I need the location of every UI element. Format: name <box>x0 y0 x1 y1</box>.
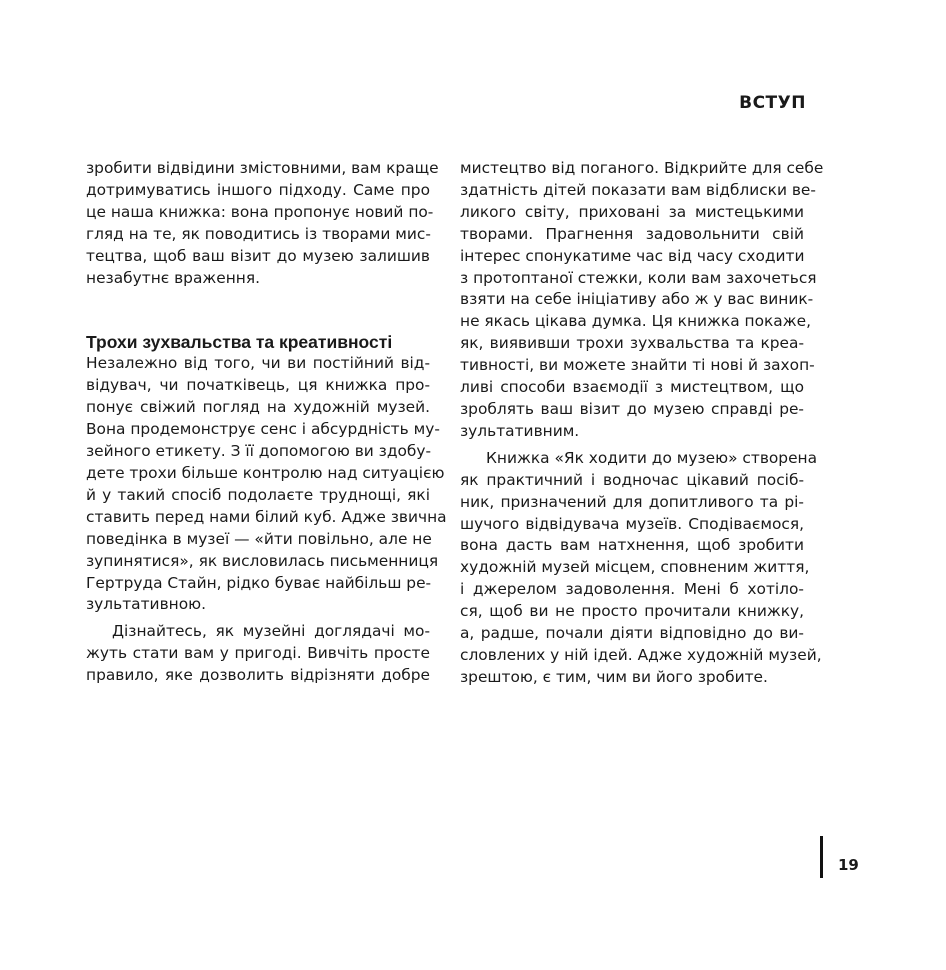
text-line: ливі способи взаємодії з мистецтвом, що <box>460 378 804 397</box>
text-line: поведінка в музеї — «йти повільно, але не <box>86 529 432 548</box>
paragraph <box>86 353 447 616</box>
text-line: зробити відвідини змістовними, вам краще <box>86 159 439 177</box>
text-line: зроблять ваш візит до музею справді ре- <box>460 399 804 418</box>
text-line: жуть стати вам у пригоді. Вивчіть просте <box>86 644 430 663</box>
section-heading: Трохи зухвальства та креативності <box>86 332 393 353</box>
paragraph <box>460 158 824 443</box>
text-line: ся, щоб ви не просто прочитали книжку, <box>460 602 804 621</box>
text-line: й у такий спосіб подолаєте труднощі, які <box>86 485 430 504</box>
text-line: Книжка «Як ходити до музею» створена <box>486 448 818 467</box>
text-line: з протоптаної стежки, коли вам захочеться <box>460 268 817 287</box>
text-line: художній музей місцем, сповненим життя, <box>460 558 810 577</box>
text-line: ник, призначений для допитливого та рі- <box>460 492 804 511</box>
text-line: зрештою, є тим, чим ви його зробите. <box>460 667 768 686</box>
text-line: дотримуватись іншого підходу. Саме про <box>86 180 430 199</box>
text-line: зупинятися», як висловилась письменниця <box>86 551 439 570</box>
paragraph-intro-continued <box>86 158 439 289</box>
text-line: не якась цікава думка. Ця книжка покаже, <box>460 312 811 331</box>
text-line: тивності, ви можете знайти ті нові й захоп- <box>460 356 815 375</box>
text-line: як, виявивши трохи зухвальства та креа- <box>460 334 804 353</box>
running-header: ВСТУП <box>739 93 806 113</box>
text-line: взяти на себе ініціативу або ж у вас виник- <box>460 290 814 309</box>
text-line: здатність дітей показати вам відблиски ве- <box>460 180 816 199</box>
text-line: ликого світу, приховані за мистецькими <box>460 202 804 221</box>
text-line: ставить перед нами білий куб. Адже звична <box>86 507 447 526</box>
text-line: зультативним. <box>460 421 580 440</box>
text-line: шучого відвідувача музеїв. Сподіваємося, <box>460 514 804 533</box>
text-line: творами. Прагнення задовольнити свій <box>460 224 804 243</box>
text-line: і джерелом задоволення. Мені б хотіло- <box>460 580 804 599</box>
left-column <box>86 158 447 687</box>
text-line: понує свіжий погляд на художній музей. <box>86 398 430 417</box>
text-line: відувач, чи початківець, ця книжка про- <box>86 376 430 395</box>
text-line: Гертруда Стайн, рідко буває найбільш ре- <box>86 573 432 592</box>
text-line: словлених у ній ідей. Адже художній музей, <box>460 645 822 664</box>
text-line: дете трохи більше контролю над ситуацією <box>86 463 445 482</box>
text-line: зультативною. <box>86 595 206 614</box>
text-line: а, радше, почали діяти відповідно до ви- <box>460 624 804 643</box>
text-line: вона дасть вам натхнення, щоб зробити <box>460 536 804 555</box>
page-number: 19 <box>838 856 859 874</box>
text-line: мистецтво від поганого. Відкрийте для себе <box>460 159 824 177</box>
text-line: правило, яке дозволить відрізняти добре <box>86 666 430 685</box>
page-number-divider <box>820 836 823 878</box>
text-line: Вона продемонструє сенс і абсурдність му- <box>86 420 440 439</box>
text-line: незабутнє враження. <box>86 268 260 287</box>
text-line: це наша книжка: вона пропонує новий по- <box>86 202 434 221</box>
text-line: тецтва, щоб ваш візит до музею залишив <box>86 246 430 265</box>
text-line: як практичний і водночас цікавий посіб- <box>460 470 804 489</box>
text-line: зейного етикету. З її допомогою ви здобу- <box>86 442 432 461</box>
text-line: Дізнайтесь, як музейні доглядачі мо- <box>112 622 430 641</box>
paragraph <box>460 448 822 689</box>
text-line: інтерес спонукатиме час від часу сходити <box>460 246 805 265</box>
text-line: гляд на те, як поводитись із творами мис- <box>86 224 431 243</box>
paragraph <box>86 621 430 687</box>
right-column <box>460 158 824 689</box>
text-line: Незалежно від того, чи ви постійний від- <box>86 354 430 373</box>
